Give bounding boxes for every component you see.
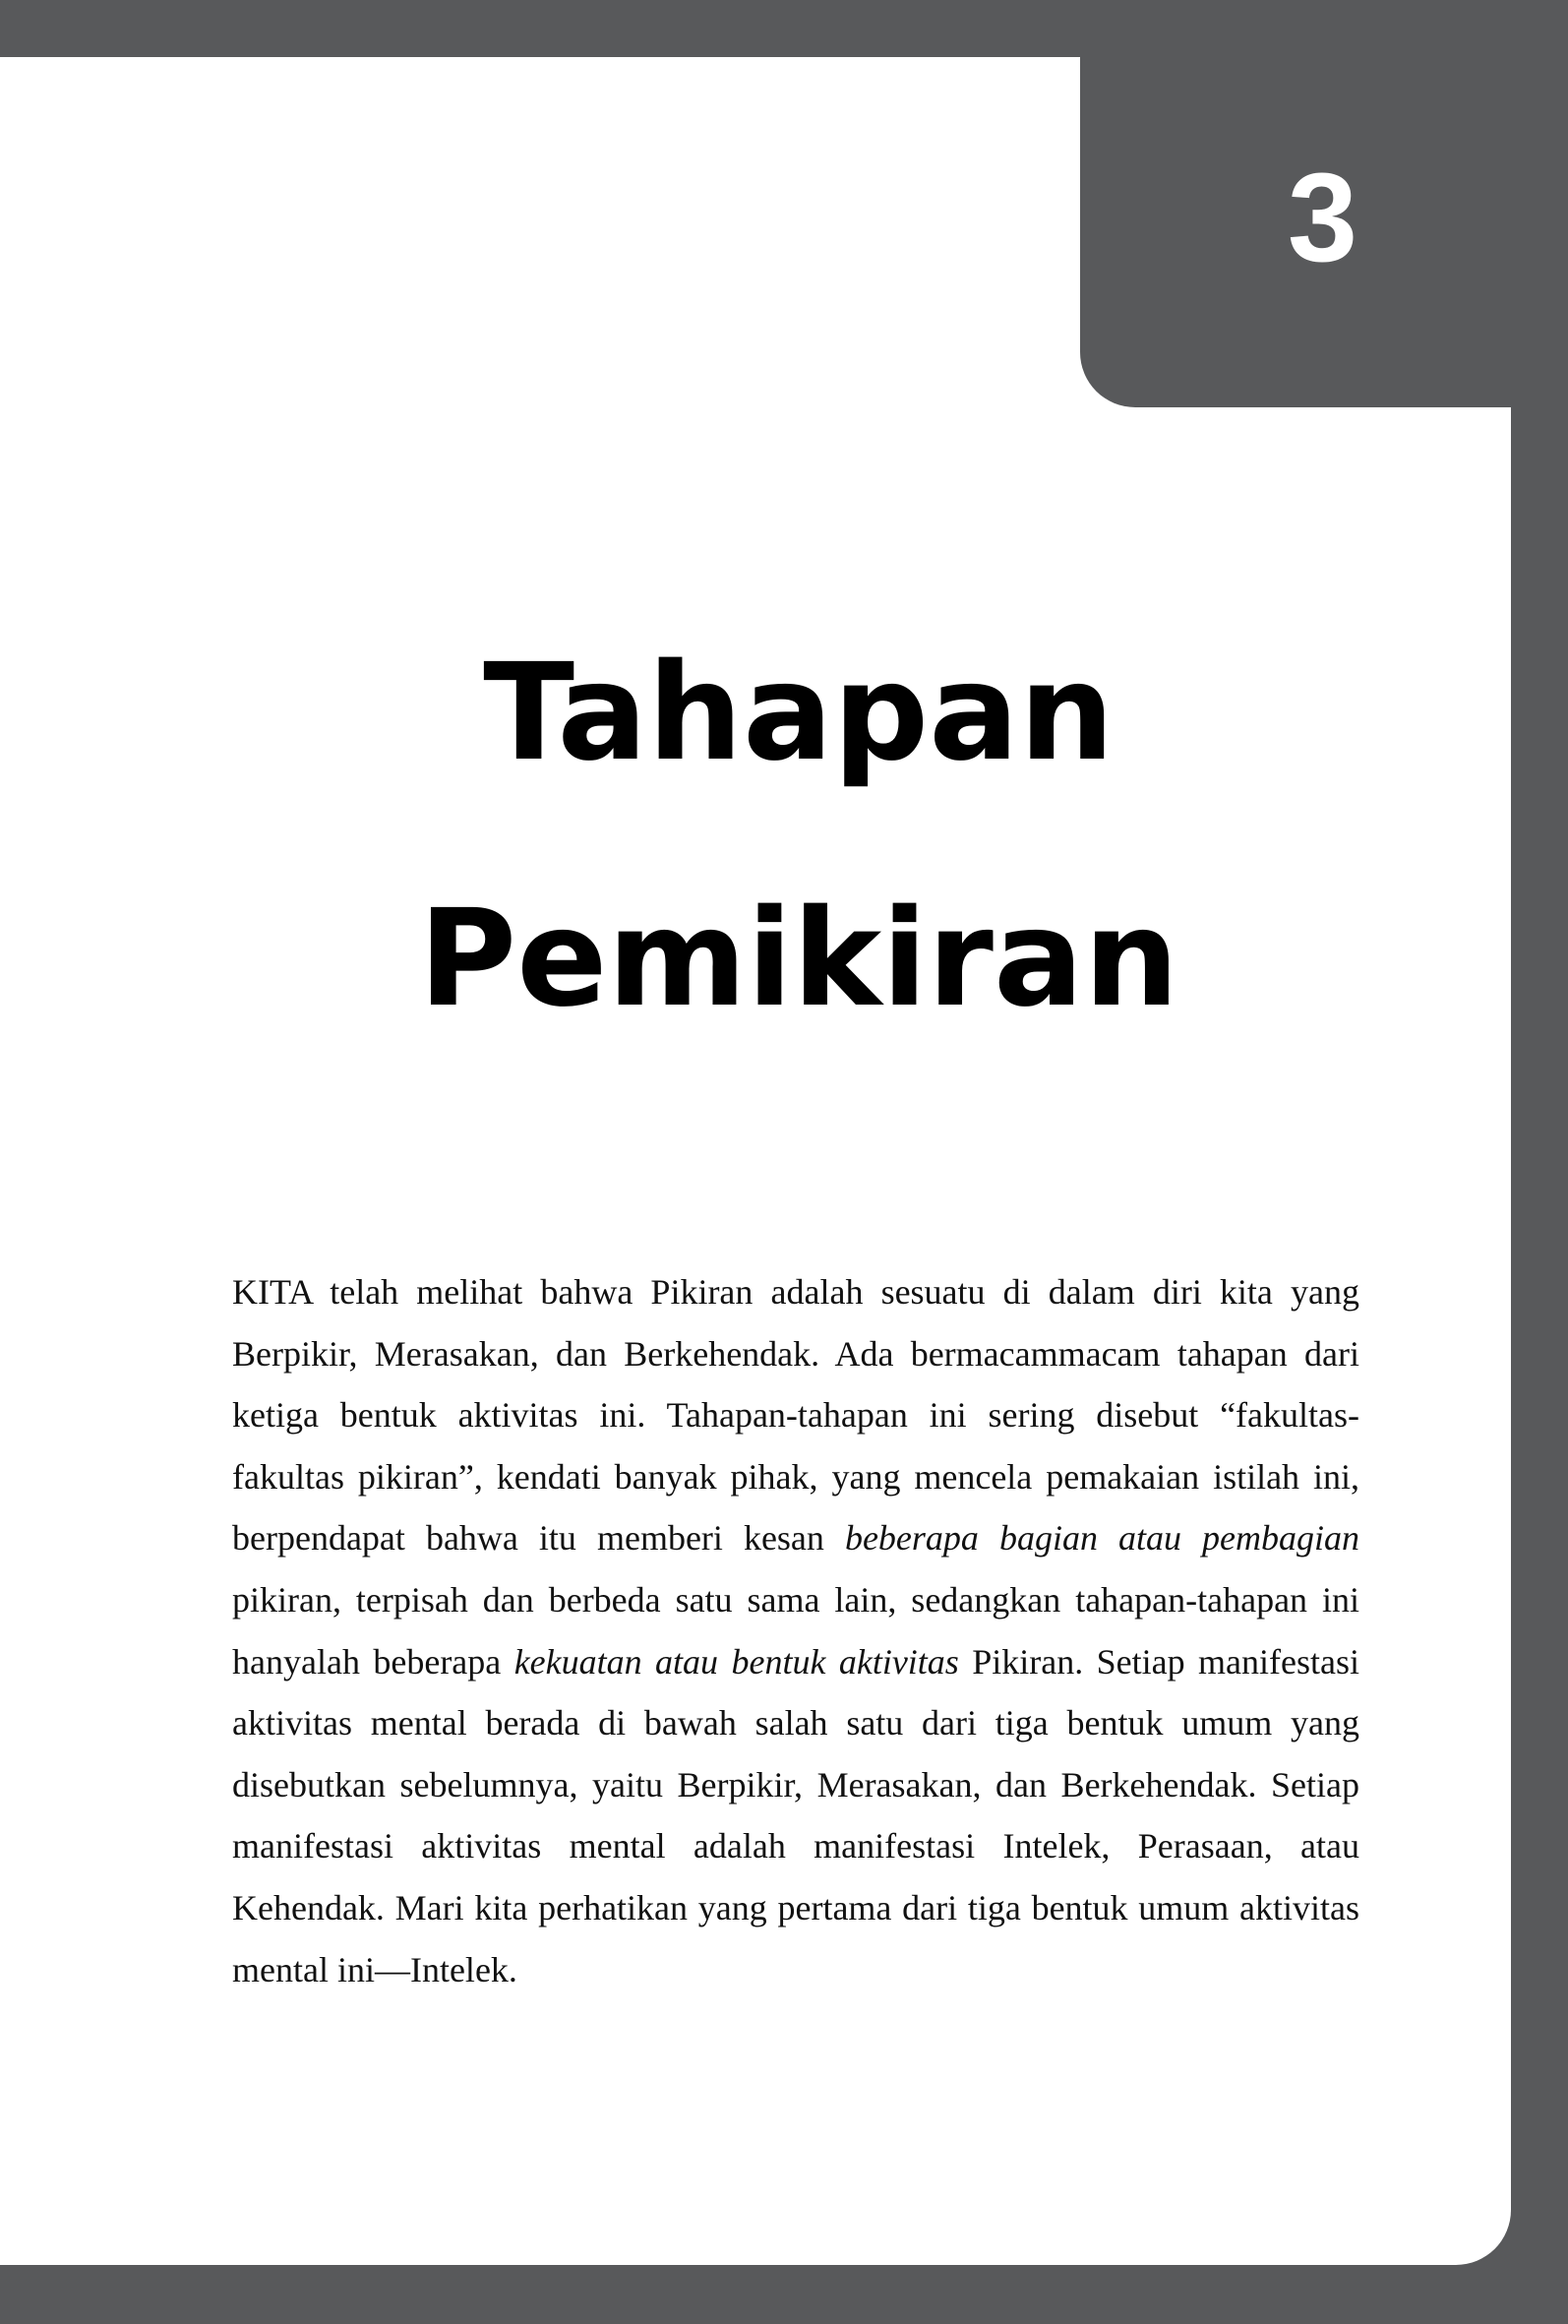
chapter-title-line-1: Tahapan xyxy=(483,636,1115,791)
body-italic-phrase: kekuatan atau bentuk aktivitas xyxy=(513,1641,959,1682)
body-italic-phrase: beberapa bagian atau pembagian xyxy=(844,1518,1360,1559)
chapter-title-line-2: Pemikiran xyxy=(418,882,1179,1037)
chapter-tab xyxy=(1080,0,1568,407)
chapter-number: 3 xyxy=(1287,148,1357,288)
chapter-title xyxy=(0,590,1568,1082)
body-paragraph xyxy=(232,1261,1359,2000)
body-text-segment: Pikiran. Setiap manifestasi aktivitas mental berada di bawah salah satu dari tiga bentuk umum yang disebutkan sebelumnya, yaitu Berpikir, Merasakan, dan Berkehendak. Setiap manifestasi aktivitas mental adalah manifestasi Intelek, Perasaan, atau Kehendak. Mari kita perhatikan yang pertama dari tiga bentuk umum aktivitas mental ini—Intelek. xyxy=(232,1641,1360,1989)
body-text-segment: KITA telah melihat bahwa Pikiran adalah sesuatu di dalam diri kita yang Berpikir, Merasakan, dan Berkehendak. Ada bermacammacam tahapan dari ketiga bentuk aktivitas ini. Tahapan-tahapan ini sering disebut “fakultas-fakultas pikiran”, kendati banyak pihak, yang mencela pemakaian istilah ini, berpendapat bahwa itu memberi kesan xyxy=(232,1272,1359,1559)
body-text-segment: pikiran, terpisah dan berbeda satu sama lain, sedangkan tahapan-tahapan ini hanyalah beberapa xyxy=(232,1579,1359,1682)
